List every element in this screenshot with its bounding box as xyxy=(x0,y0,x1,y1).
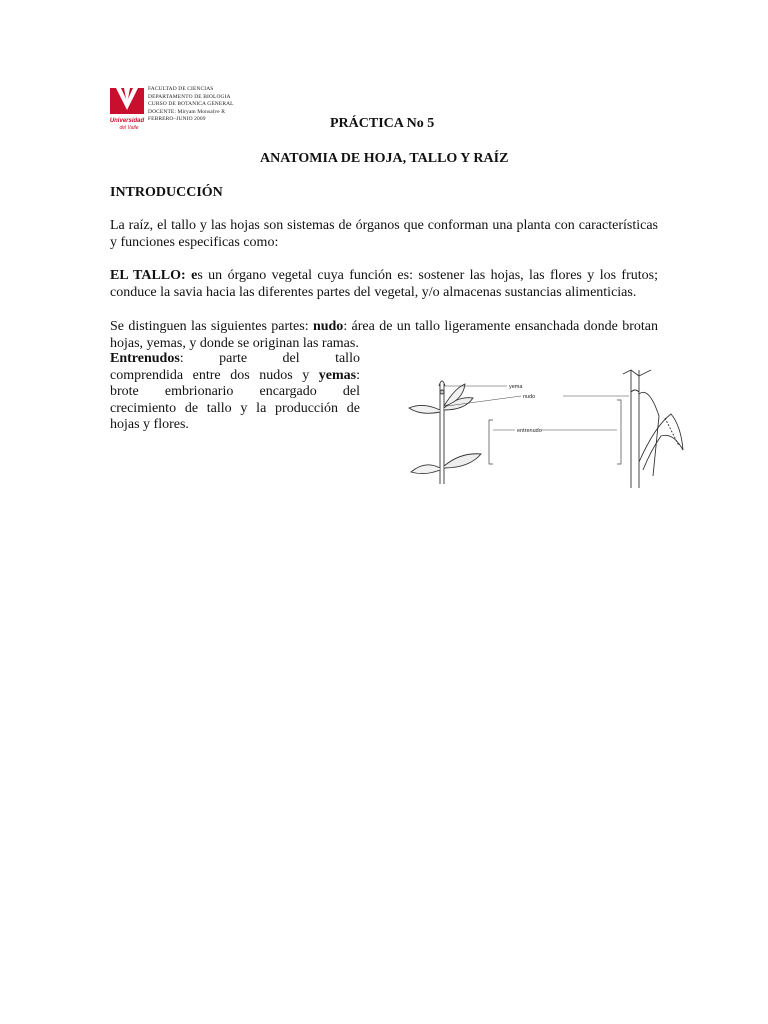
page-subtitle: ANATOMIA DE HOJA, TALLO Y RAÍZ xyxy=(260,151,509,166)
entrenudos-first-line: Entrenudos: parte del tallo xyxy=(110,351,360,366)
entrenudos-term: Entrenudos xyxy=(110,351,180,366)
entrenudos-paragraph: Entrenudos: parte del tallo comprendida entre dos nudos y yemas: brote embrionario encargado del crecimiento de tallo y la producción de hojas y flores. xyxy=(110,351,360,432)
university-logo xyxy=(108,86,146,132)
label-nudo: nudo xyxy=(523,394,536,400)
logo-text-2: del Valle xyxy=(119,125,139,131)
logo-text-1: Universidad xyxy=(109,118,145,124)
yemas-term: yemas xyxy=(318,367,357,383)
monocot-stem-drawing xyxy=(623,370,683,488)
partes-intro: Se distinguen las siguientes partes: xyxy=(110,319,313,334)
stem-diagram xyxy=(403,366,685,490)
dicot-stem-drawing xyxy=(409,381,481,484)
partes-paragraph xyxy=(110,319,658,352)
header-line: DEPARTAMENTO DE BIOLOGIA xyxy=(148,93,231,100)
header-line: CURSO DE BOTANICA GENERAL xyxy=(148,101,234,108)
nudo-term: nudo xyxy=(312,319,344,334)
label-entrenudo: entrenudo xyxy=(517,428,542,434)
section-heading: INTRODUCCIÓN xyxy=(110,185,223,200)
label-yema: yema xyxy=(509,384,523,390)
nudo-definition: : área de un tallo ligeramente ensanchada donde brotan hojas, yemas, y donde se originan las ramas. xyxy=(110,319,658,351)
header-institution-info xyxy=(148,86,234,124)
header-line: FACULTAD DE CIENCIAS xyxy=(148,86,214,92)
header-line: DOCENTE: Miryam Monsalve R xyxy=(148,108,225,115)
intro-paragraph: La raíz, el tallo y las hojas son sistemas de órganos que conforman una planta con características y funciones especificas como: xyxy=(110,218,658,250)
entrenudo-bracket xyxy=(489,400,621,464)
tallo-paragraph xyxy=(110,268,658,301)
tallo-text: s un órgano vegetal cuya función es: sostener las hojas, las flores y los frutos; conduce la savia hacia las diferentes partes del vegetal, y/o almacenas sustancias alimenticias. xyxy=(110,268,658,300)
tallo-label: EL TALLO: e xyxy=(110,268,198,283)
page-title: PRÁCTICA No 5 xyxy=(330,116,435,131)
header-line: FEBRERO–JUNIO 2009 xyxy=(148,116,206,123)
